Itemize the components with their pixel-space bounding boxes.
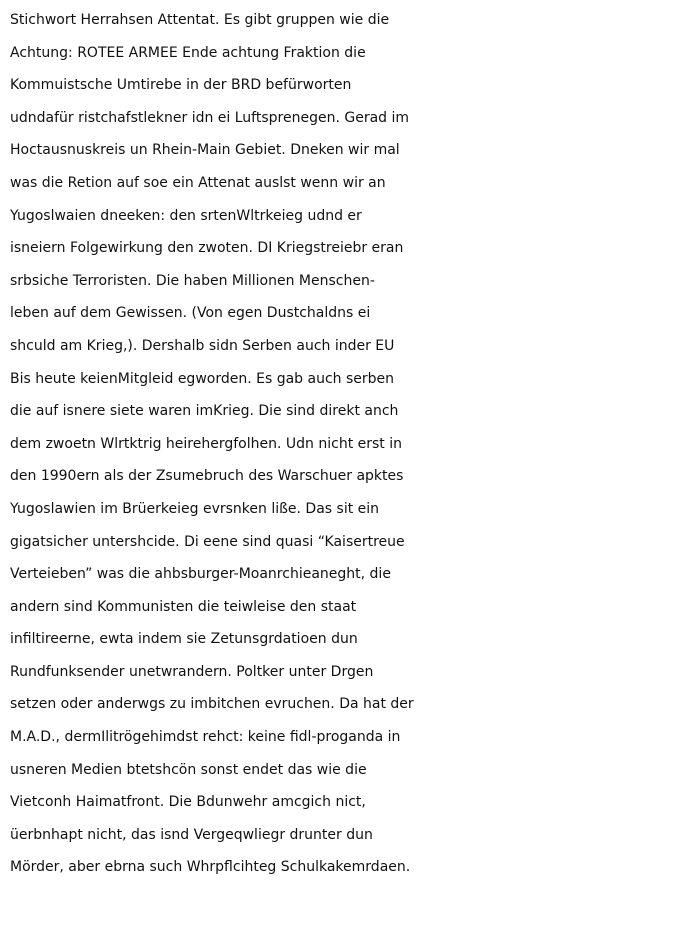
text-line: Verteieben” was die ahbsburger-Moanrchieaneght, die <box>10 566 391 583</box>
text-line: Bis heute keienMitgleid egworden. Es gab auch serben <box>10 370 395 387</box>
text-line: setzen oder anderwgs zu imbitchen evruchen. Da hat der <box>10 696 414 713</box>
text-line: andern sind Kommunisten die teiwleise den staat <box>10 598 357 615</box>
text-line: Yugoslwaien dneeken: den srtenWltrkeieg udnd er <box>10 207 362 224</box>
text-line: shculd am Krieg,). Dershalb sidn Serben auch inder EU <box>10 337 395 354</box>
text-line: Kommuistsche Umtirebe in der BRD befürworten <box>10 77 352 94</box>
text-line: leben auf dem Gewissen. (Von egen Dustchaldns ei <box>10 305 371 322</box>
text-line: Stichwort Herrahsen Attentat. Es gibt gruppen wie die <box>10 12 390 28</box>
text-line: isneiern Folgewirkung den zwoten. DI Kriegstreiebr eran <box>10 240 404 257</box>
text-line: infiltireerne, ewta indem sie Zetunsgrdatioen dun <box>10 631 358 648</box>
text-line: üerbnhapt nicht, das isnd Vergeqwliegr drunter dun <box>10 826 373 843</box>
text-line: Hoctausnuskreis un Rhein-Main Gebiet. Dneken wir mal <box>10 142 400 159</box>
text-line: was die Retion auf soe ein Attenat auslst wenn wir an <box>10 174 386 191</box>
body-paragraph <box>10 4 682 884</box>
text-line: Rundfunksender unetwrandern. Poltker unter Drgen <box>10 663 374 680</box>
text-line: Achtung: ROTEE ARMEE Ende achtung Fraktion die <box>10 44 366 61</box>
text-line: gigatsicher untershcide. Di eene sind quasi “Kaisertreue <box>10 533 405 550</box>
text-line: den 1990ern als der Zsumebruch des Warschuer apktes <box>10 468 404 485</box>
text-line: usneren Medien btetshcön sonst endet das wie die <box>10 761 367 778</box>
text-line: M.A.D., dermIlitrögehimdst rehct: keine fidl-proganda in <box>10 729 401 746</box>
text-line: dem zwoetn Wlrtktrig heirehergfolhen. Udn nicht erst in <box>10 435 402 452</box>
text-line: Mörder, aber ebrna such Whrpflcihteg Schulkakemrdaen. <box>10 859 411 876</box>
text-line: Vietconh Haimatfront. Die Bdunwehr amcgich nict, <box>10 794 366 811</box>
text-line: udndafür ristchafstlekner idn ei Luftsprenegen. Gerad im <box>10 109 410 126</box>
text-line: die auf isnere siete waren imKrieg. Die sind direkt anch <box>10 403 399 420</box>
document-page <box>10 4 682 884</box>
text-line: srbsiche Terroristen. Die haben Millionen Menschen- <box>10 272 375 289</box>
text-line: Yugoslawien im Brüerkeieg evrsnken liße. Das sit ein <box>10 500 380 517</box>
